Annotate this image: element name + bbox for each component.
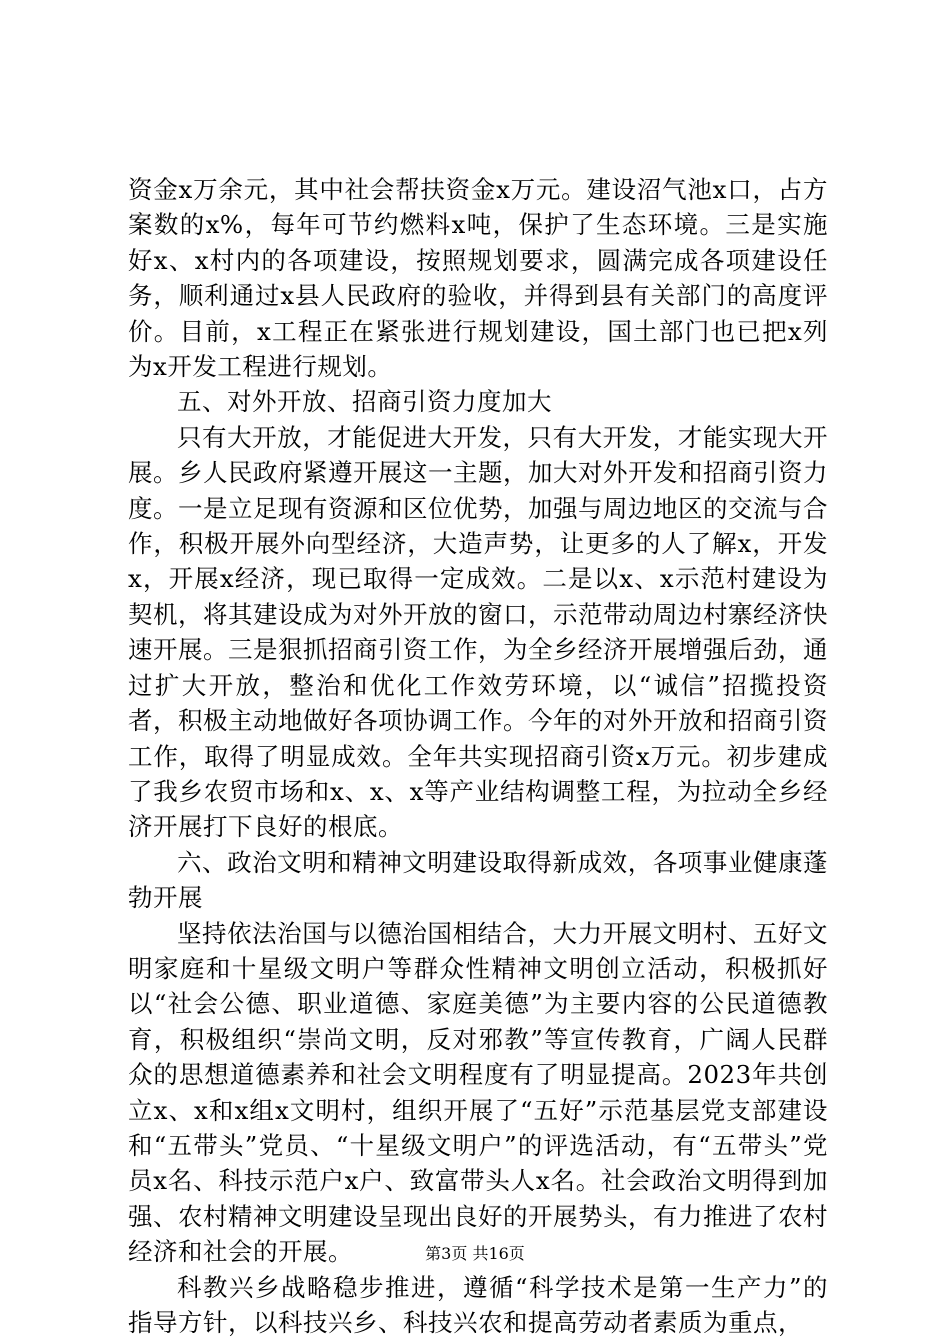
section-heading-6: 六、政治文明和精神文明建设取得新成效，各项事业健康蓬勃开展 [128, 847, 828, 913]
paragraph-1: 资金x万余元，其中社会帮扶资金x万元。建设沼气池x口，占方案数的x%，每年可节约燃料x吨，保护了生态环境。三是实施好x、x村内的各项建设，按照规划要求，圆满完成各项建设任务，顺利通过x县人民政府的验收，并得到县有关部门的高度评价。目前，x工程正在紧张进行规划建设，国土部门也已把x列为x开发工程进行规划。 [128, 175, 828, 382]
document-body [128, 172, 828, 1340]
paragraph-4: 科教兴乡战略稳步推进，遵循“科学技术是第一生产力”的指导方针，以科技兴乡、科技兴农和提高劳动者素质为重点， [128, 1272, 828, 1337]
paragraph-3: 坚持依法治国与以德治国相结合，大力开展文明村、五好文明家庭和十星级文明户等群众性精神文明创立活动，积极抓好以“社会公德、职业道德、家庭美德”为主要内容的公民道德教育，积极组织“崇尚文明，反对邪教”等宣传教育，广阔人民群众的思想道德素养和社会文明程度有了明显提高。2023年共创立x、x和x组x文明村，组织开展了“五好”示范基层党支部建设和“五带头”党员、“十星级文明户”的评选活动，有“五带头”党员x名、科技示范户x户、致富带头人x名。社会政治文明得到加强、农村精神文明建设呈现出良好的开展势头，有力推进了农村经济和社会的开展。 [128, 918, 828, 1267]
section-heading-5: 五、对外开放、招商引资力度加大 [177, 387, 552, 417]
paragraph-2: 只有大开放，才能促进大开发，只有大开发，才能实现大开展。乡人民政府紧遵开展这一主题，加大对外开发和招商引资力度。一是立足现有资源和区位优势，加强与周边地区的交流与合作，积极开展外向型经济，大造声势，让更多的人了解x，开发x，开展x经济，现已取得一定成效。二是以x、x示范村建设为契机，将其建设成为对外开放的窗口，示范带动周边村寨经济快速开展。三是狠抓招商引资工作，为全乡经济开展增强后劲，通过扩大开放，整治和优化工作效劳环境，以“诚信”招揽投资者，积极主动地做好各项协调工作。今年的对外开放和招商引资工作，取得了明显成效。全年共实现招商引资x万元。初步建成了我乡农贸市场和x、x、x等产业结构调整工程，为拉动全乡经济开展打下良好的根底。 [128, 422, 828, 842]
page-number-footer: 第3页 共16页 [425, 1244, 525, 1263]
